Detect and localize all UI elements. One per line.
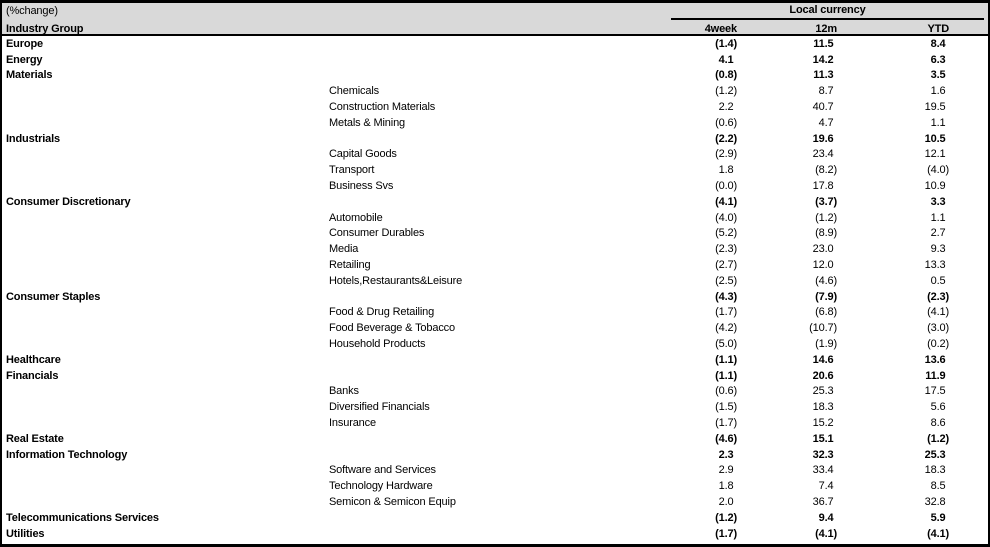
local-currency-label: Local currency	[789, 4, 866, 16]
value-cell-12m: 36.7	[812, 496, 834, 508]
value-cell-ytd: 1.1	[930, 116, 946, 129]
value-cell-ytd: 3.5	[930, 69, 946, 82]
table-row	[2, 241, 988, 257]
value-cell-4week: 2.9	[718, 464, 734, 477]
row-label: Energy	[6, 53, 43, 66]
table-row	[2, 431, 988, 447]
value-cell-ytd: 2.7	[930, 227, 946, 240]
value-cell-12m: 19.6	[812, 132, 834, 145]
value-cell-12m: 12.0	[812, 259, 834, 272]
value-cell-12m: 15.2	[812, 417, 834, 430]
row-label: Diversified Financials	[329, 401, 430, 414]
table-row	[2, 226, 988, 242]
row-label: Retailing	[329, 259, 371, 272]
table-row	[2, 131, 988, 147]
table-row	[2, 178, 988, 194]
value-cell-4week: 2.0	[718, 496, 734, 508]
value-cell-ytd: (3.0)	[927, 322, 949, 335]
value-cell-ytd: (2.3)	[927, 290, 949, 303]
value-cell-12m: (8.9)	[815, 227, 837, 240]
value-cell-4week: 2.2	[718, 101, 734, 114]
row-label: Software and Services	[329, 464, 436, 477]
value-cell-4week: 4.1	[718, 53, 734, 66]
row-label: Telecommunications Services	[6, 511, 159, 524]
value-cell-ytd: 13.3	[924, 259, 946, 272]
table-row	[2, 447, 988, 463]
value-cell-4week: (1.1)	[715, 353, 737, 366]
value-cell-12m: 14.2	[812, 53, 834, 66]
table-row	[2, 494, 988, 510]
value-cell-ytd: 5.9	[930, 511, 946, 524]
value-cell-4week: 2.3	[718, 448, 734, 461]
table-row	[2, 352, 988, 368]
value-cell-4week: (0.8)	[715, 69, 737, 82]
row-label: Media	[329, 243, 359, 256]
value-cell-ytd: 17.5	[924, 385, 946, 398]
value-cell-ytd: (4.1)	[927, 527, 949, 540]
value-cell-12m: 4.7	[818, 116, 834, 129]
header-row-columns	[2, 21, 988, 36]
table-row	[2, 368, 988, 384]
value-cell-ytd: (1.2)	[927, 432, 949, 445]
table-row	[2, 320, 988, 336]
value-cell-4week: (2.2)	[715, 132, 737, 145]
row-label: Chemicals	[329, 85, 379, 98]
value-cell-12m: 11.3	[813, 69, 834, 82]
value-cell-4week: (0.6)	[715, 385, 737, 398]
row-label: Healthcare	[6, 353, 61, 366]
value-cell-ytd: 0.5	[930, 274, 946, 287]
value-cell-ytd: 1.1	[930, 211, 946, 224]
column-header-ytd: YTD	[927, 22, 949, 35]
value-cell-ytd: 32.8	[924, 496, 946, 508]
value-cell-12m: 8.7	[818, 85, 834, 98]
value-cell-4week: (5.2)	[715, 227, 737, 240]
value-cell-ytd: (4.0)	[927, 164, 949, 177]
table-header	[2, 3, 988, 36]
value-cell-4week: (2.5)	[715, 274, 737, 287]
value-cell-12m: 20.6	[812, 369, 834, 382]
row-label: Construction Materials	[329, 101, 436, 114]
value-cell-4week: (1.4)	[715, 37, 737, 50]
value-cell-ytd: 10.5	[924, 132, 946, 145]
header-row-top	[2, 3, 988, 21]
table-row	[2, 52, 988, 68]
table-row	[2, 68, 988, 84]
row-label: Utilities	[6, 527, 45, 540]
value-cell-4week: (4.0)	[715, 211, 737, 224]
column-header-12m: 12m	[815, 22, 837, 35]
value-cell-ytd: 3.3	[930, 195, 946, 208]
value-cell-4week: (4.2)	[715, 322, 737, 335]
value-cell-12m: (10.7)	[809, 322, 837, 335]
row-label: Industrials	[6, 132, 60, 145]
row-label: Materials	[6, 69, 53, 82]
value-cell-4week: 1.8	[718, 164, 734, 177]
row-label: Consumer Durables	[329, 227, 425, 240]
value-cell-12m: (1.2)	[815, 211, 837, 224]
value-cell-ytd: 19.5	[924, 101, 946, 114]
row-label: Food Beverage & Tobacco	[329, 322, 455, 335]
table-body	[2, 36, 988, 542]
value-cell-12m: 18.3	[812, 401, 834, 414]
table-row	[2, 305, 988, 321]
row-label: Hotels,Restaurants&Leisure	[329, 274, 463, 287]
value-cell-12m: 23.4	[812, 148, 834, 161]
value-cell-ytd: 8.5	[930, 480, 946, 493]
value-cell-12m: (4.6)	[815, 274, 837, 287]
column-header-4week: 4week	[704, 22, 737, 35]
value-cell-ytd: 9.3	[930, 243, 946, 256]
value-cell-12m: 14.6	[812, 353, 834, 366]
row-label: Capital Goods	[329, 148, 397, 161]
table-row	[2, 336, 988, 352]
table-row	[2, 399, 988, 415]
local-currency-header	[671, 3, 984, 20]
value-cell-4week: (1.5)	[715, 401, 737, 414]
value-cell-4week: (1.1)	[715, 369, 737, 382]
value-cell-4week: 1.8	[718, 480, 734, 493]
value-cell-ytd: 11.9	[925, 369, 946, 382]
row-label: Information Technology	[6, 448, 128, 461]
value-cell-ytd: 25.3	[924, 448, 946, 461]
table-row	[2, 194, 988, 210]
table-row	[2, 415, 988, 431]
table-row	[2, 478, 988, 494]
row-label: Consumer Staples	[6, 290, 101, 303]
value-cell-4week: (4.6)	[715, 432, 737, 445]
value-cell-4week: (4.3)	[715, 290, 737, 303]
value-cell-ytd: 12.1	[924, 148, 946, 161]
industry-group-header: Industry Group	[6, 22, 84, 35]
value-cell-ytd: (4.1)	[927, 306, 949, 319]
value-cell-4week: (2.7)	[715, 259, 737, 272]
value-cell-ytd: 1.6	[930, 85, 946, 98]
value-cell-12m: 25.3	[812, 385, 834, 398]
value-cell-4week: (2.3)	[715, 243, 737, 256]
percent-change-label: (%change)	[6, 5, 58, 17]
row-label: Household Products	[329, 338, 426, 351]
value-cell-12m: 9.4	[818, 511, 834, 524]
value-cell-12m: 33.4	[812, 464, 834, 477]
table-row	[2, 289, 988, 305]
row-label: Transport	[329, 164, 375, 177]
table-row	[2, 257, 988, 273]
value-cell-ytd: (0.2)	[927, 338, 949, 351]
value-cell-12m: (4.1)	[815, 527, 837, 540]
row-label: Europe	[6, 37, 43, 50]
table-row	[2, 210, 988, 226]
row-label: Metals & Mining	[329, 116, 406, 129]
table-row	[2, 384, 988, 400]
row-label: Business Svs	[329, 180, 394, 193]
value-cell-12m: 11.5	[813, 37, 834, 50]
value-cell-ytd: 10.9	[924, 180, 946, 193]
row-label: Food & Drug Retailing	[329, 306, 435, 319]
table-row	[2, 147, 988, 163]
value-cell-ytd: 18.3	[924, 464, 946, 477]
row-label: Insurance	[329, 417, 376, 430]
row-label: Financials	[6, 369, 59, 382]
table-row	[2, 510, 988, 526]
value-cell-12m: 17.8	[812, 180, 834, 193]
value-cell-4week: (1.2)	[715, 85, 737, 98]
value-cell-4week: (1.7)	[715, 417, 737, 430]
row-label: Banks	[329, 385, 359, 398]
value-cell-12m: (7.9)	[815, 290, 837, 303]
table-row	[2, 463, 988, 479]
table-row	[2, 83, 988, 99]
value-cell-12m: 15.1	[812, 432, 834, 445]
value-cell-12m: 40.7	[812, 101, 834, 114]
value-cell-ytd: 5.6	[930, 401, 946, 414]
row-label: Consumer Discretionary	[6, 195, 131, 208]
value-cell-ytd: 6.3	[930, 53, 946, 66]
value-cell-4week: (4.1)	[715, 195, 737, 208]
value-cell-ytd: 8.6	[930, 417, 946, 430]
value-cell-4week: (5.0)	[715, 338, 737, 351]
table-row	[2, 162, 988, 178]
value-cell-4week: (0.6)	[715, 116, 737, 129]
table-row	[2, 36, 988, 52]
value-cell-12m: (8.2)	[815, 164, 837, 177]
value-cell-4week: (1.7)	[715, 527, 737, 540]
table-row	[2, 526, 988, 542]
row-label: Real Estate	[6, 432, 64, 445]
value-cell-ytd: 8.4	[930, 37, 946, 50]
row-label: Semicon & Semicon Equip	[329, 496, 456, 508]
value-cell-12m: (6.8)	[815, 306, 837, 319]
value-cell-4week: (1.2)	[715, 511, 737, 524]
value-cell-4week: (2.9)	[715, 148, 737, 161]
value-cell-ytd: 13.6	[924, 353, 946, 366]
row-label: Automobile	[329, 211, 383, 224]
table-row	[2, 99, 988, 115]
value-cell-12m: 23.0	[812, 243, 834, 256]
value-cell-12m: 7.4	[818, 480, 834, 493]
value-cell-4week: (0.0)	[715, 180, 737, 193]
value-cell-12m: (1.9)	[815, 338, 837, 351]
value-cell-12m: 32.3	[812, 448, 834, 461]
table-row	[2, 273, 988, 289]
table-row	[2, 115, 988, 131]
value-cell-4week: (1.7)	[715, 306, 737, 319]
value-cell-12m: (3.7)	[815, 195, 837, 208]
row-label: Technology Hardware	[329, 480, 433, 493]
